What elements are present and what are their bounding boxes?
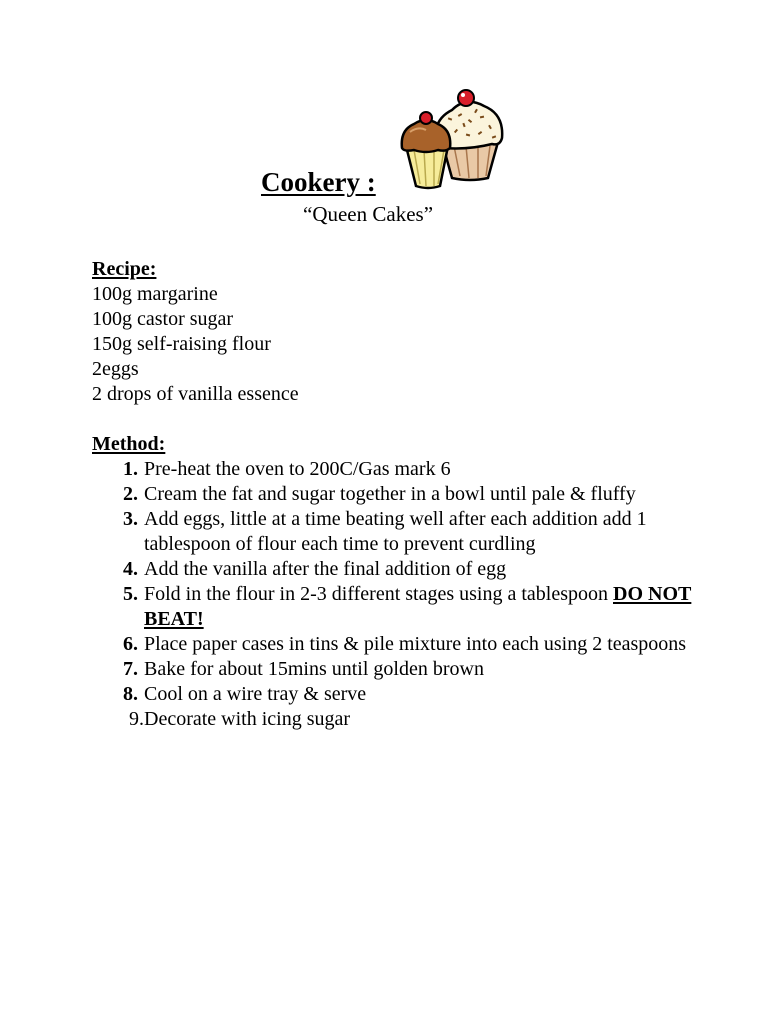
- step-number: 8.: [123, 683, 138, 705]
- method-step: [92, 582, 692, 632]
- step-number: 7.: [123, 658, 138, 680]
- step-text: Decorate with icing sugar: [144, 708, 351, 730]
- ingredient-item: 2 drops of vanilla essence: [92, 383, 299, 405]
- step-number: 1.: [123, 458, 138, 480]
- ingredient-item: 150g self-raising flour: [92, 333, 271, 355]
- step-text: Bake for about 15mins until golden brown: [144, 658, 484, 680]
- page-subtitle: “Queen Cakes”: [303, 202, 434, 226]
- step-text: Pre-heat the oven to 200C/Gas mark 6: [144, 458, 451, 480]
- step-number: 4.: [123, 558, 138, 580]
- step-text: Cool on a wire tray & serve: [144, 683, 367, 705]
- recipe-heading: Recipe:: [92, 258, 157, 280]
- method-step: [92, 682, 692, 707]
- method-step: [92, 632, 692, 657]
- method-step: [92, 657, 692, 682]
- page-title: Cookery :: [261, 167, 376, 197]
- step-number: 9.: [129, 708, 144, 730]
- step-text: Add eggs, little at a time beating well after each addition add 1 tablespoon of flour each time to prevent curdling: [144, 508, 647, 555]
- cupcakes-icon: [396, 86, 508, 192]
- ingredient-item: 2eggs: [92, 358, 139, 380]
- method-step: [92, 557, 692, 582]
- method-step: [92, 482, 692, 507]
- step-text: Place paper cases in tins & pile mixture into each using 2 teaspoons: [144, 633, 687, 655]
- step-text: Cream the fat and sugar together in a bowl until pale & fluffy: [144, 483, 636, 505]
- ingredient-item: 100g margarine: [92, 283, 218, 305]
- step-number: 3.: [123, 508, 138, 530]
- method-heading: Method:: [92, 433, 166, 455]
- recipe-section: [92, 257, 299, 407]
- method-step: [92, 507, 692, 557]
- step-emphasis: DO NOT BEAT!: [144, 583, 692, 630]
- step-text: Add the vanilla after the final addition of egg: [144, 558, 507, 580]
- method-step: [92, 457, 692, 482]
- step-number: 2.: [123, 483, 138, 505]
- method-step: [92, 707, 692, 732]
- ingredient-item: 100g castor sugar: [92, 308, 234, 330]
- step-number: 5.: [123, 583, 138, 605]
- method-section: [92, 432, 692, 732]
- step-number: 6.: [123, 633, 138, 655]
- step-text-wrapper: [138, 582, 692, 632]
- step-text: Fold in the flour in 2-3 different stages using a tablespoon: [144, 583, 613, 605]
- method-steps-list: [92, 457, 692, 732]
